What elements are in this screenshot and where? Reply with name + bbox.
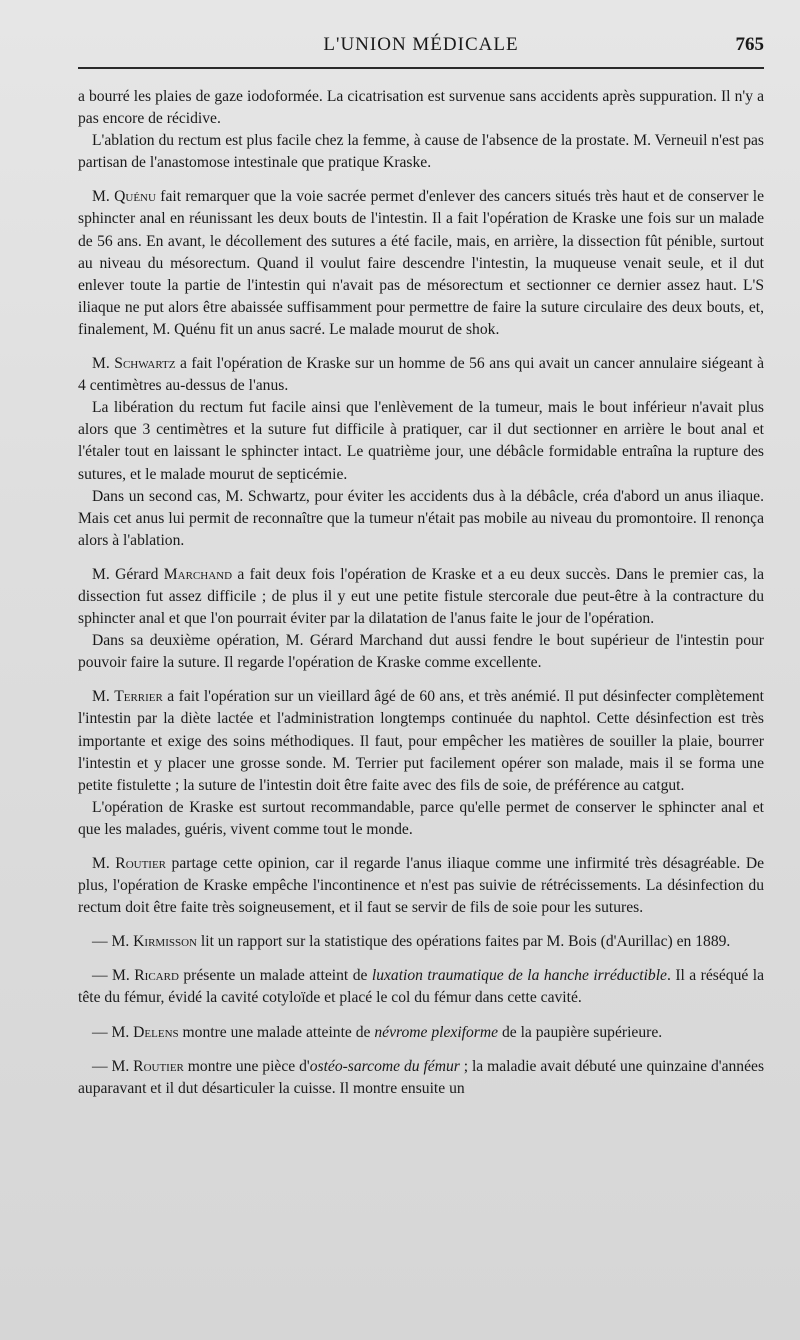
speaker-name: Routier — [133, 1057, 184, 1075]
diagnosis-italic: luxation traumatique de la hanche irréductible — [371, 967, 667, 985]
paragraph-1: a bourré les plaies de gaze iodoformée. La cicatrisation est survenue sans accidents après suppuration. Il n'y a pas encore de récidive. — [78, 88, 764, 128]
paragraph-ricard: — M. Ricard présente un malade atteint de luxation traumatique de la hanche irréductible. Il a réséqué la tête du fémur, évidé la cavité cotyloïde et placé le col du fémur dans cette cavité. — [78, 967, 764, 1007]
paragraph-2: L'ablation du rectum est plus facile chez la femme, à cause de l'absence de la prostate. M. Verneuil n'est pas partisan de l'anastomose intestinale que pratique Kraske. — [78, 132, 764, 172]
speaker-name: Terrier — [114, 688, 163, 706]
article-body — [78, 86, 764, 1100]
speaker-name: Marchand — [163, 565, 233, 583]
speaker-name: Schwartz — [114, 355, 176, 373]
speaker-name: Delens — [133, 1023, 179, 1041]
paragraph-delens: — M. Delens montre une malade atteinte de névrome plexiforme de la paupière supérieure. — [92, 1023, 663, 1041]
paragraph-5: La libération du rectum fut facile ainsi que l'enlèvement de la tumeur, mais le bout inférieur n'avait plus alors que 3 centimètres et la suture fut difficile à pratiquer, car il dut sectionner en arrière le bout anal et l'étaler tout en laissant le sphincter intact. Le quatrième jour, une débâcle formidable entraîna la rupture des sutures, et le malade mourut de septicémie. — [78, 399, 764, 483]
paragraph-marchand: M. Gérard Marchand a fait deux fois l'opération de Kraske et a eu deux succès. Dans le premier cas, la dissection fut assez difficile ; de plus il y eut une petite fistule stercorale due peut-être à la contracture du sphincter anal et que l'on pourrait éviter par la dilatation de l'anus faite le jour de l'opération. — [78, 565, 764, 628]
diagnosis-italic: névrome plexiforme — [374, 1023, 499, 1041]
paragraph-schwartz: M. Schwartz a fait l'opération de Kraske sur un homme de 56 ans qui avait un cancer annulaire siégeant à 4 centimètres au-dessus de l'anus. — [78, 355, 764, 395]
diagnosis-italic: ostéo-sarcome du fémur — [309, 1057, 460, 1075]
page-number: 765 — [735, 34, 764, 55]
paragraph-6: Dans un second cas, M. Schwartz, pour éviter les accidents dus à la débâcle, créa d'abord un anus iliaque. Mais cet anus lui permit de reconnaître que la tumeur n'était pas mobile au niveau du promontoire. Il renonça alors à l'ablation. — [78, 487, 764, 549]
speaker-name: Kirmisson — [133, 933, 197, 951]
paragraph-8: Dans sa deuxième opération, M. Gérard Marchand dut aussi fendre le bout supérieur de l'intestin pour pouvoir faire la suture. Il regarde l'opération de Kraske comme excellente. — [78, 632, 764, 672]
paragraph-routier-2: — M. Routier montre une pièce d'ostéo-sarcome du fémur ; la maladie avait débuté une quinzaine d'années auparavant et il dut désarticuler la cuisse. Il montre ensuite un — [78, 1057, 765, 1097]
speaker-name: Quénu — [114, 188, 156, 206]
speaker-name: Routier — [115, 855, 167, 872]
speaker-name: Ricard — [134, 967, 179, 985]
header-rule — [78, 67, 764, 69]
paragraph-routier: M. Routier partage cette opinion, car il regarde l'anus iliaque comme une infirmité très désagréable. De plus, l'opération de Kraske empêche l'incontinence et n'est pas suivie de rétrécissements. La désinfection du rectum doit être faite très soigneusement, et il faut se servir de fils de soie pour les sutures. — [78, 855, 764, 917]
paragraph-10: L'opération de Kraske est surtout recommandable, parce qu'elle permet de conserver le sphincter anal et que les malades, guéris, vivent comme tout le monde. — [78, 798, 764, 838]
paragraph-terrier: M. Terrier a fait l'opération sur un vieillard âgé de 60 ans, et très anémié. Il put désinfecter complètement l'intestin par la diète lactée et l'administration longtemps continuée du naphtol. Cette désinfection est très importante et exige des soins méthodiques. Il faut, pour empêcher les matières de souiller la plaie, bourrer l'intestin et y placer une grosse sonde. M. Terrier put facilement opérer son malade, mais il se forma une petite fistulette ; la suture de l'intestin doit être faite avec des fils de soie, de préférence au catgut. — [78, 688, 764, 794]
running-header — [78, 34, 764, 64]
paragraph-kirmisson: — M. Kirmisson lit un rapport sur la statistique des opérations faites par M. Bois (d'Aurillac) en 1889. — [92, 933, 731, 951]
paragraph-quenu: M. Quénu fait remarquer que la voie sacrée permet d'enlever des cancers situés très haut et de conserver le sphincter anal en réunissant les deux bouts de l'intestin. Il a fait l'opération de Kraske une fois sur un malade de 56 ans. En avant, le décollement des sutures a été facile, mais, en arrière, la dissection fût pénible, surtout au niveau du mésorectum. Quand il voulut faire descendre l'intestin, la muqueuse venait seule, et il dut enlever toute la partie de l'intestin qui n'avait pas de mésorectum et sectionner ce dernier assez haut. L'S iliaque ne put alors être abaissée suffisamment pour permettre de faire la suture circulaire des deux bouts, et, finalement, M. Quénu fit un anus sacré. Le malade mourut de shok. — [78, 188, 764, 338]
journal-title: L'UNION MÉDICALE — [323, 34, 519, 55]
